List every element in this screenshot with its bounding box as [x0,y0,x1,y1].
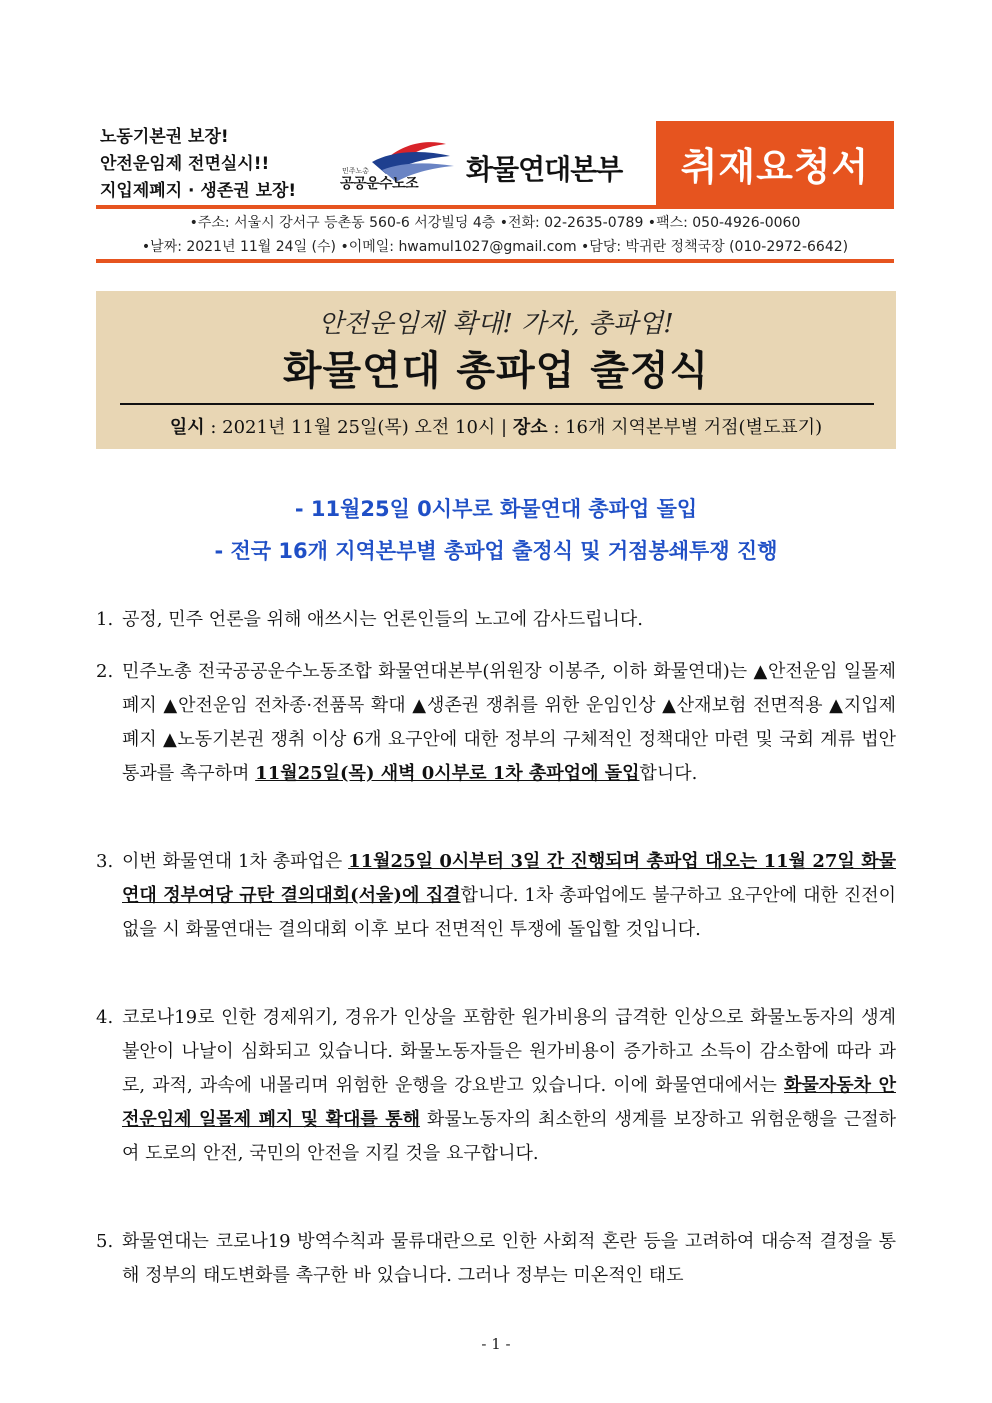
paragraph-4 [96,1001,896,1171]
place-value: : 16개 지역본부별 거점(별도표기) [547,417,823,438]
slogan-1: 노동기본권 보장! [100,127,229,147]
place-label: 장소 [512,417,548,438]
paragraph-text: 코로나19로 인한 경제위기, 경유가 인상을 포함한 원가비용의 급격한 인상으로 화물노동자의 생계 불안이 나날이 심화되고 있습니다. 화물노동자들은 원가비용이 증가하고 소득이 감소함에 따라 과로, 과적, 과속에 내몰리며 위험한 운행을 강요받고 있습니다. 이에 화물연대에서는 [122,1007,896,1096]
paragraph-2 [96,655,896,791]
paragraph-text-end: 화물노동자의 최소한의 생계를 보장하고 위험운행을 근절하여 도로의 안전, 국민의 안전을 지킬 것을 요구합니다. [122,1109,897,1164]
date-label: 일시 [169,417,205,438]
paragraph-1 [96,603,896,637]
org-title: 화물연대본부 [466,153,623,186]
paragraph-5 [96,1225,896,1293]
paragraph-emphasis: 화물자동차 안전운임제 일몰제 폐지 및 확대를 통해 [122,1075,896,1130]
slogans [100,124,296,205]
paragraph-number: 2. [96,661,114,682]
contact-line-2: •날짜: 2021년 11월 24일 (수) •이메일: hwamul1027@gmail.com •담당: 박귀란 정책국장 (010-2972-6642) [141,239,849,255]
paragraph-text-end: 합니다. 1차 총파업에도 불구하고 요구안에 대한 진전이 없을 시 화물연대는 결의대회 이후 보다 전면적인 투쟁에 돌입할 것입니다. [122,885,896,940]
header-rule-bottom [96,259,894,263]
contact-line-1: •주소: 서울시 강서구 등촌동 560-6 서강빌딩 4층 •전화: 02-2635-0789 •팩스: 050-4926-0060 [189,215,801,231]
paragraph-text: 민주노총 전국공공운수노동조합 화물연대본부(위원장 이봉주, 이하 화물연대)는 ▲안전운임 일몰제 폐지 ▲안전운임 전차종·전품목 확대 ▲생존권 쟁취를 위한 운임인상 ▲산재보험 전면적용 ▲지입제폐지 ▲노동기본권 쟁취 이상 6개 요구안에 대한 정부의 구체적인 정책대안 마련 및 국회 계류 법안 통과를 촉구하며 [122,661,896,784]
banner-info [96,413,896,439]
page-number: - 1 - [481,1335,511,1353]
slogan-2: 안전운임제 전면실시!! [100,154,270,174]
headline-1: - 11월25일 0시부로 화물연대 총파업 돌입 [294,497,698,521]
paragraph-text: 화물연대는 코로나19 방역수칙과 물류대란으로 인한 사회적 혼란 등을 고려하여 대승적 결정을 통해 정부의 태도변화를 촉구한 바 있습니다. 그러나 정부는 미온적인 태도 [122,1231,896,1286]
logo-org-text: 민주노총 [342,167,370,175]
paragraph-number: 1. [96,609,114,630]
banner-subtitle: 안전운임제 확대! 가자, 총파업! [318,309,674,339]
banner-divider [120,403,874,405]
doc-type-box: 취재요청서 [656,121,894,206]
paragraph-3 [96,845,896,947]
headline-2: - 전국 16개 지역본부별 총파업 출정식 및 거점봉쇄투쟁 진행 [214,539,778,563]
paragraph-number: 4. [96,1007,114,1028]
slogan-3: 지입제폐지 · 생존권 보장! [100,181,297,201]
banner-title: 화물연대 총파업 출정식 [282,348,710,394]
paragraph-text: 이번 화물연대 1차 총파업은 [122,851,349,872]
paragraph-emphasis: 11월25일(목) 새벽 0시부로 1차 총파업에 돌입 [255,763,640,784]
paragraph-number: 3. [96,851,114,872]
paragraph-number: 5. [96,1231,114,1252]
header-rule-top [96,205,894,209]
logo-name-text: 공공운수노조 [340,176,419,192]
paragraph-text-end: 합니다. [639,763,698,784]
date-value: : 2021년 11월 25일(목) 오전 10시 | [204,417,513,438]
paragraph-emphasis: 11월25일 0시부터 3일 간 진행되며 총파업 대오는 11월 27일 화물연대 정부여당 규탄 결의대회(서울)에 집결 [122,851,897,906]
paragraph-text: 공정, 민주 언론을 위해 애쓰시는 언론인들의 노고에 감사드립니다. [122,609,643,630]
